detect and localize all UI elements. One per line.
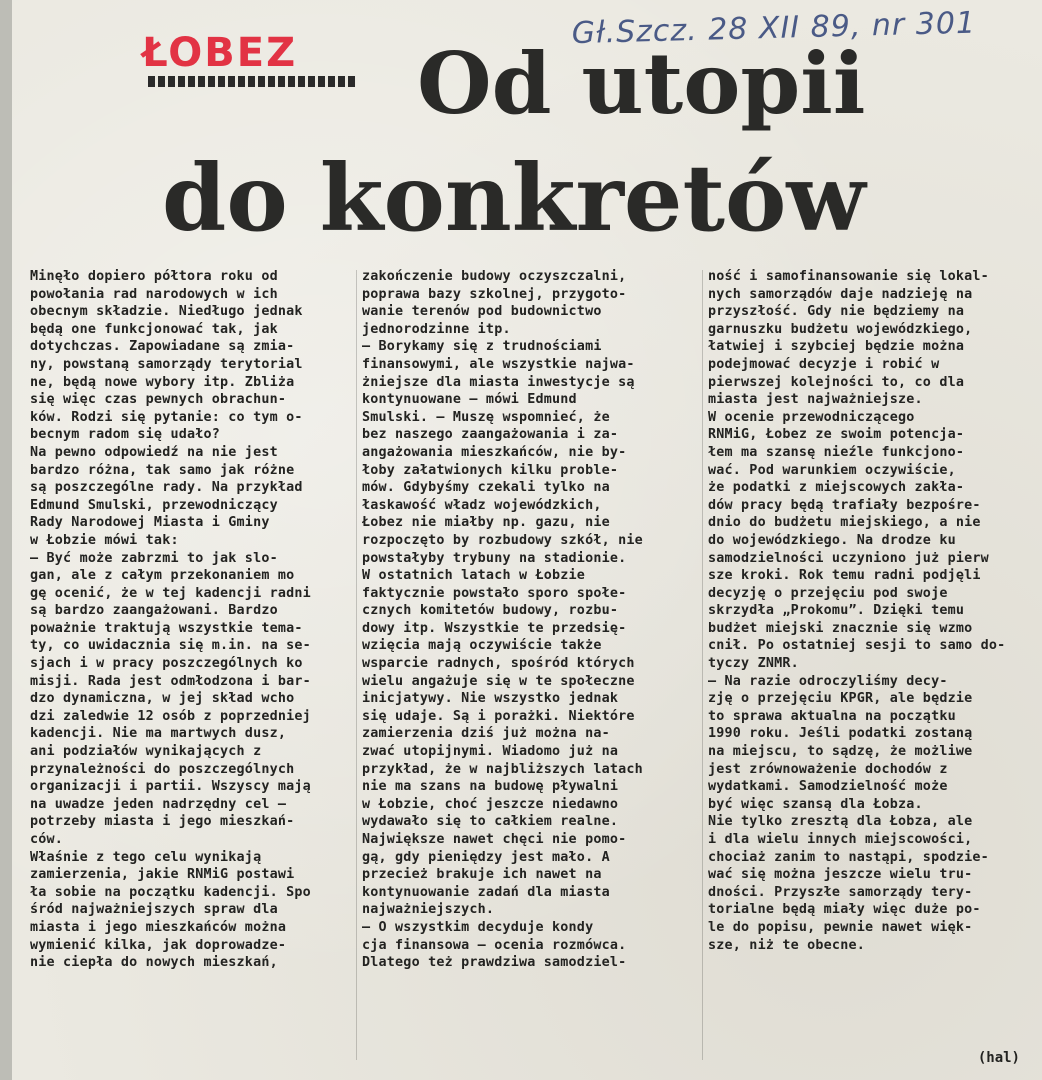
article-line: rozpoczęto by rozbudowy szkół, nie xyxy=(362,532,643,548)
article-line: cnił. Po ostatniej sesji to samo do- xyxy=(708,638,1006,654)
article-line: sjach i w pracy poszczególnych ko xyxy=(30,656,303,672)
article-line: zamierzenia, jakie RNMiG postawi xyxy=(30,867,295,883)
article-line: poprawa bazy szkolnej, przygoto- xyxy=(362,286,627,302)
article-line: przyszłość. Gdy nie będziemy na xyxy=(708,304,965,320)
article-line: dów pracy będą trafiały bezpośre- xyxy=(708,497,981,513)
article-line: misji. Rada jest odmłodzona i bar- xyxy=(30,673,311,689)
article-line: ny, powstaną samorządy terytorial xyxy=(30,356,303,372)
article-line: się więc czas pewnych obrachun- xyxy=(30,392,287,408)
headline-line-1: Od utopii xyxy=(417,34,866,133)
article-line: ani podziałów wynikających z xyxy=(30,744,262,760)
article-line: bez naszego zaangażowania i za- xyxy=(362,427,619,443)
article-line: ła sobie na początku kadencji. Spo xyxy=(30,884,311,900)
article-line: miasta i jego mieszkańców można xyxy=(30,919,287,935)
article-line: finansowymi, ale wszystkie najwa- xyxy=(362,356,635,372)
article-line: kontynuowane — mówi Edmund xyxy=(362,392,577,408)
article-line: Właśnie z tego celu wynikają xyxy=(30,849,262,865)
article-line: śród najważniejszych spraw dla xyxy=(30,902,278,918)
article-line: ty, co uwidacznia się m.in. na se- xyxy=(30,638,311,654)
article-line: mów. Gdybyśmy czekali tylko na xyxy=(362,480,610,496)
article-line: dotychczas. Zapowiadane są zmia- xyxy=(30,339,295,355)
headline-line-2: do konkretów xyxy=(162,144,866,252)
author-signature: (hal) xyxy=(977,1050,1020,1066)
article-line: W ocenie przewodniczącego xyxy=(708,409,915,425)
article-line: ne, będą nowe wybory itp. Zbliża xyxy=(30,374,295,390)
article-line: Smulski. — Muszę wspomnieć, że xyxy=(362,409,610,425)
article-line: łem ma szansę nieźle funkcjono- xyxy=(708,444,965,460)
article-line: obecnym składzie. Niedługo jednak xyxy=(30,304,303,320)
article-line: nie ma szans na budowę pływalni xyxy=(362,779,619,795)
article-line: tyczy ZNMR. xyxy=(708,656,799,672)
section-label xyxy=(142,30,372,90)
article-line: dzo dynamiczna, w jej skład wcho xyxy=(30,691,295,707)
article-line: — Być może zabrzmi to jak slo- xyxy=(30,550,278,566)
article-line: łaskawość władz wojewódzkich, xyxy=(362,497,602,513)
article-line: Rady Narodowej Miasta i Gminy xyxy=(30,515,270,531)
article-line: są bardzo zaangażowani. Bardzo xyxy=(30,603,278,619)
article-line: wanie terenów pod budownictwo xyxy=(362,304,602,320)
section-label-bar xyxy=(148,76,356,87)
article-line: na miejscu, to sądzę, że możliwe xyxy=(708,744,973,760)
article-line: zakończenie budowy oczyszczalni, xyxy=(362,269,627,284)
article-line: na uwadze jeden nadrzędny cel — xyxy=(30,796,287,812)
article-line: RNMiG, Łobez ze swoim potencja- xyxy=(708,427,965,443)
article-line: powołania rad narodowych w ich xyxy=(30,286,278,302)
article-line: becnym radom się udało? xyxy=(30,427,221,443)
article-line: angażowania mieszkańców, nie by- xyxy=(362,444,627,460)
article-line: wzięcia mają oczywiście także xyxy=(362,638,602,654)
article-line: dowy itp. Wszystkie te przedsię- xyxy=(362,620,627,636)
article-line: wydawało się to całkiem realne. xyxy=(362,814,619,830)
article-line: powstałyby trybuny na stadionie. xyxy=(362,550,627,566)
article-line: ków. Rodzi się pytanie: co tym o- xyxy=(30,409,303,425)
article-line: jednorodzinne itp. xyxy=(362,321,511,337)
article-line: budżet miejski znacznie się wzmo xyxy=(708,620,973,636)
article-line: łatwiej i szybciej będzie można xyxy=(708,339,965,355)
article-line: przykład, że w najbliższych latach xyxy=(362,761,643,777)
section-label-text: ŁOBEZ xyxy=(142,30,298,76)
article-line: cja finansowa — ocenia rozmówca. xyxy=(362,937,627,953)
article-line: gą, gdy pieniędzy jest mało. A xyxy=(362,849,610,865)
article-line: do wojewódzkiego. Na drodze ku xyxy=(708,532,956,548)
article-line: wydatkami. Samodzielność może xyxy=(708,779,948,795)
article-line: kadencji. Nie ma martwych dusz, xyxy=(30,726,287,742)
article-line: wymienić kilka, jak doprowadze- xyxy=(30,937,287,953)
article-line: dności. Przyszłe samorządy tery- xyxy=(708,884,973,900)
article-line: w Łobzie, choć jeszcze niedawno xyxy=(362,796,619,812)
article-line: Dlatego też prawdziwa samodziel- xyxy=(362,955,627,971)
article-line: miasta jest najważniejsze. xyxy=(708,392,923,408)
article-line: garnuszku budżetu wojewódzkiego, xyxy=(708,321,973,337)
article-line: jest zrównoważenie dochodów z xyxy=(708,761,948,777)
article-line: pierwszej kolejności to, co dla xyxy=(708,374,965,390)
article-line: dnio do budżetu miejskiego, a nie xyxy=(708,515,981,531)
article-column-3 xyxy=(708,268,1038,954)
article-line: poważnie traktują wszystkie tema- xyxy=(30,620,303,636)
article-line: nych samorządów daje nadzieję na xyxy=(708,286,973,302)
article-line: cznych komitetów budowy, rozbu- xyxy=(362,603,619,619)
article-line: faktycznie powstało sporo społe- xyxy=(362,585,627,601)
article-line: łoby załatwionych kilku proble- xyxy=(362,462,619,478)
article-line: są poszczególne rady. Na przykład xyxy=(30,480,303,496)
article-line: kontynuowanie zadań dla miasta xyxy=(362,884,610,900)
article-line: W ostatnich latach w Łobzie xyxy=(362,568,586,584)
article-line: chociaż zanim to nastąpi, spodzie- xyxy=(708,849,989,865)
article-line: zję o przejęciu KPGR, ale będzie xyxy=(708,691,973,707)
article-line: organizacji i partii. Wszyscy mają xyxy=(30,779,311,795)
article-column-1 xyxy=(30,268,358,972)
article-line: bardzo różna, tak samo jak różne xyxy=(30,462,295,478)
article-line: będą one funkcjonować tak, jak xyxy=(30,321,278,337)
article-line: skrzydła „Prokomu”. Dzięki temu xyxy=(708,603,965,619)
article-line: że podatki z miejscowych zakła- xyxy=(708,480,965,496)
article-line: wać się można jeszcze wielu tru- xyxy=(708,867,973,883)
article-line: — Borykamy się z trudnościami xyxy=(362,339,602,355)
article-line: — Na razie odroczyliśmy decy- xyxy=(708,673,948,689)
article-line: podejmować decyzje i robić w xyxy=(708,356,940,372)
article-line: być więc szansą dla Łobza. xyxy=(708,796,923,812)
newspaper-clipping xyxy=(12,0,1042,1080)
article-line: przecież brakuje ich nawet na xyxy=(362,867,602,883)
article-line: ność i samofinansowanie się lokal- xyxy=(708,269,989,284)
article-line: zwać utopijnymi. Wiadomo już na xyxy=(362,744,619,760)
article-line: nie ciepła do nowych mieszkań, xyxy=(30,955,278,971)
article-line: 1990 roku. Jeśli podatki zostaną xyxy=(708,726,973,742)
article-line: samodzielności uczyniono już pierw xyxy=(708,550,989,566)
article-line: Największe nawet chęci nie pomo- xyxy=(362,832,627,847)
article-line: żniejsze dla miasta inwestycje są xyxy=(362,374,635,390)
article-line: najważniejszych. xyxy=(362,902,495,918)
article-line: potrzeby miasta i jego mieszkań- xyxy=(30,814,295,830)
article-line: le do popisu, pewnie nawet więk- xyxy=(708,919,973,935)
article-line: inicjatywy. Nie wszystko jednak xyxy=(362,691,619,707)
article-line: przynależności do poszczególnych xyxy=(30,761,295,777)
article-line: się udaje. Są i porażki. Niektóre xyxy=(362,708,635,724)
article-line: dzi zaledwie 12 osób z poprzedniej xyxy=(30,708,311,724)
scan-edge xyxy=(0,0,12,1080)
article-line: sze, niż te obecne. xyxy=(708,937,865,953)
article-line: wać. Pod warunkiem oczywiście, xyxy=(708,462,956,478)
article-line: sze kroki. Rok temu radni podjęli xyxy=(708,568,981,584)
article-line: torialne będą miały więc duże po- xyxy=(708,902,981,918)
article-line: w Łobzie mówi tak: xyxy=(30,532,179,548)
article-line: gę ocenić, że w tej kadencji radni xyxy=(30,585,311,601)
article-line: Na pewno odpowiedź na nie jest xyxy=(30,444,278,460)
article-line: Minęło dopiero półtora roku od xyxy=(30,269,278,284)
article-line: Nie tylko zresztą dla Łobza, ale xyxy=(708,814,973,830)
article-line: Łobez nie miałby np. gazu, nie xyxy=(362,515,610,531)
article-line: to sprawa aktualna na początku xyxy=(708,708,956,724)
article-line: Edmund Smulski, przewodniczący xyxy=(30,497,278,513)
article-line: — O wszystkim decyduje kondy xyxy=(362,919,594,935)
article-line: gan, ale z całym przekonaniem mo xyxy=(30,568,295,584)
article-line: wielu angażuje się w te społeczne xyxy=(362,673,635,689)
handwritten-note: Gł.Szcz. 28 XII 89, nr 301 xyxy=(571,5,977,52)
article-line: i dla wielu innych miejscowości, xyxy=(708,832,973,847)
article-line: zamierzenia dziś już można na- xyxy=(362,726,610,742)
article-line: wsparcie radnych, spośród których xyxy=(362,656,635,672)
article-column-2 xyxy=(362,268,706,972)
article-line: ców. xyxy=(30,832,64,847)
article-line: decyzję o przejęciu pod swoje xyxy=(708,585,948,601)
